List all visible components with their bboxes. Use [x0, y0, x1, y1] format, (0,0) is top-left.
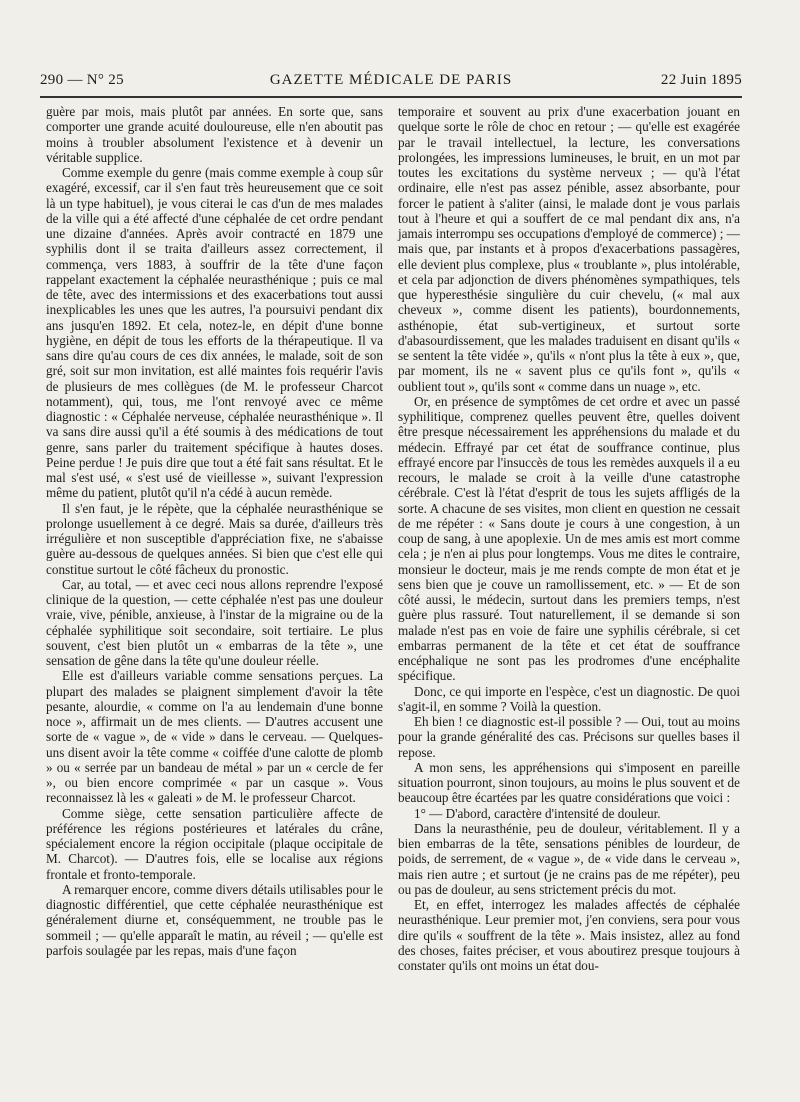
right-column	[398, 104, 740, 973]
left-column	[46, 104, 383, 958]
paragraph: Eh bien ! ce diagnostic est-il possible ? — Oui, tout au moins pour la grande généralité des cas. Précisons sur quelles bases il repose.	[398, 714, 740, 760]
paragraph: Et, en effet, interrogez les malades affectés de céphalée neurasthénique. Leur premier mot, j'en conviens, sera pour vous dire qu'ils « souffrent de la tête ». Mais insistez, allez au fond des choses, faites préciser, et vous aboutirez presque toujours à constater qu'ils ont moins un état dou-	[398, 897, 740, 973]
paragraph: Donc, ce qui importe en l'espèce, c'est un diagnostic. De quoi s'agit-il, en somme ? Voilà la question.	[398, 683, 740, 714]
paragraph: Dans la neurasthénie, peu de douleur, véritablement. Il y a bien embarras de la tête, sensations pénibles de lourdeur, de poids, de serrement, de « vague », de « vide dans le cerveau », mais rien autre ; et surtout (je ne crains pas de me répéter), peu ou pas de douleur, au sens strictement précis du mot.	[398, 820, 740, 897]
paragraph: Il s'en faut, je le répète, que la céphalée neurasthénique se prolonge usuellement à ce degré. Mais sa durée, d'ailleurs très irrégulière et non susceptible d'appréciation fixe, ne s'abaisse guère au-dessous de quelques années. Si bien que c'est elle qui constitue surtout le côté fâcheux du pronostic.	[46, 500, 383, 577]
page-header	[40, 72, 742, 92]
paragraph: 1° — D'abord, caractère d'intensité de douleur.	[414, 805, 661, 821]
paragraph: A mon sens, les appréhensions qui s'imposent en pareille situation pourront, sinon toujours, au moins le plus souvent et de beaucoup être écartées par les quatre considérations que voici :	[398, 759, 740, 806]
paragraph: Comme siège, cette sensation particulière affecte de préférence les régions postérieures et latérales du crâne, spécialement encore la région occipitale (plaque occipitale de M. Charcot). — D'autres fois, elle se localise aux régions frontale et fronto-temporale.	[46, 805, 383, 882]
page-number: 290 — N° 25	[40, 72, 124, 88]
paragraph: Or, en présence de symptômes de cet ordre et avec un passé syphilitique, comprenez quelles peuvent être, quelles doivent être presque nécessairement les appréhensions du malade et du médecin. Effrayé par cet état de souffrance continue, plus effrayé encore par l'insuccès de tous les remèdes auxquels il a eu recours, le malade se croit à la veille d'une catastrophe cérébrale. C'est là l'état d'esprit de tous les sujets affligés de la sorte. A chacune de ses visites, mon client en question ne cessait de me répéter : « Sans doute je cours à une congestion, à un coup de sang, à une apoplexie. Un de mes amis est mort comme cela ; je n'en ai plus pour longtemps. Vous me dites le contraire, monsieur le docteur, mais je me rends compte de mon état et je sens bien que je couve un ramollissement, etc. » — Et de son côté aussi, le médecin, surtout dans les premiers temps, n'est guère plus rassuré. Tout naturellement, il se demande si son malade n'est pas en voie de faire une syphilis cérébrale, si cet embarras permanent de la tête et cet état de souffrance encéphalique ne sont pas les prodromes d'une encéphalite spécifique.	[398, 393, 740, 684]
paragraph: temporaire et souvent au prix d'une exacerbation jouant en quelque sorte le rôle de choc en retour ; — qu'elle est exagérée par le travail intellectuel, la lecture, les conversations prolongées, les impressions lumineuses, le bruit, en un mot par toutes les excitations du système nerveux ; — qu'à l'état ordinaire, elle n'est pas assez pénible, assez absorbante, pour forcer le patient à s'aliter (ainsi, le malade dont je vous parlais tout à l'heure et qui a souffert de ce mal pendant dix ans, n'a jamais interrompu ses occupations d'employé de commerce) ; — mais que, par instants et à propos d'exacerbations passagères, elle devient plus complexe, plus « troublante », plus intolérable, et cela par adjonction de divers phénomènes sympathiques, tels que hyperesthésie singulière du cuir chevelu, (« mal aux cheveux », comme disent les patients), bourdonnements, asthénopie, état sub-vertigineux, et surtout sorte d'abasourdissement, que les malades traduisent en disant qu'ils « se sentent la tête vidée », qu'ils « n'ont plus la tête à eux », que, par moment, ils ne « savent plus ce qu'ils font », qu'ils « oublient tout », qu'ils sont « comme dans un nuage », etc.	[398, 104, 740, 394]
paragraph: Comme exemple du genre (mais comme exemple à coup sûr exagéré, excessif, car il s'en faut très heureusement que ce soit là un type habituel), je vous citerai le cas d'un de mes malades de la ville qui a été affecté d'une céphalée de cet ordre pendant une dizaine d'années. Après avoir contracté en 1879 une syphilis dont il se traita d'ailleurs assez correctement, il commença, vers 1883, à souffrir de la tête d'une façon rappelant exactement la céphalée neurasthénique ; puis ce mal de tête, avec des intermissions et des exacerbations tout aussi inexplicables les unes que les autres, l'a poursuivi pendant dix ans jusqu'en 1892. Et cela, notez-le, en dépit d'une bonne hygiène, en dépit de tous les efforts de la thérapeutique. Il va sans dire qu'au cours de ces dix années, le malade, soit de son gré, soit sur mon invitation, est allé maintes fois requérir l'avis de plusieurs de mes collègues (de M. le professeur Charcot notamment), qui, tous, me l'ont renvoyé avec ce même diagnostic : « Céphalée nerveuse, céphalée neurasthénique ». Il va sans dire aussi qu'il a été soumis à des médications de tout genre, sans parler du traitement spécifique à hautes doses. Peine perdue ! Je puis dire que tout a été fait sans résultat. Et le mal s'est usé, « s'est usé de vieillesse », suivant l'expression même du patient, plutôt qu'il n'a cédé à aucun remède.	[46, 165, 383, 501]
paragraph: Car, au total, — et avec ceci nous allons reprendre l'exposé clinique de la question, — cette céphalée n'est pas une douleur vraie, vive, pénible, anxieuse, à l'instar de la migraine ou de la céphalée syphilitique soit secondaire, soit tertiaire. Le plus souvent, c'est bien plutôt un « embarras de la tête », une sensation de gêne dans la tête qu'une douleur réelle.	[46, 576, 383, 668]
paragraph: Elle est d'ailleurs variable comme sensations perçues. La plupart des malades se plaignent simplement d'avoir la tête pesante, alourdie, « comme on l'a au lendemain d'une bonne noce », affirmait un de mes clients. — D'autres accusent une sorte de « vague », de « vide » dans le cerveau. — Quelques-uns disent avoir la tête comme « coiffée d'une calotte de plomb » ou « serrée par un bandeau de métal » par un « cercle de fer », ou bien encore comprimée « par un casque ». Vous reconnaissez là les « galeati » de M. le professeur Charcot.	[46, 668, 383, 806]
paragraph: A remarquer encore, comme divers détails utilisables pour le diagnostic différentiel, que cette céphalée neurasthénique est généralement diurne et, conséquemment, ne trouble pas le sommeil ; — qu'elle apparaît le matin, au réveil ; — qu'elle est parfois soulagée par les repas, mais d'une façon	[46, 881, 383, 958]
paragraph: guère par mois, mais plutôt par années. En sorte que, sans comporter une grande acuité douloureuse, elle n'en aboutit pas moins à troubler absolument l'existence et à devenir un véritable supplice.	[46, 104, 383, 165]
issue-date: 22 Juin 1895	[660, 72, 742, 88]
header-rule	[40, 96, 742, 98]
journal-title: GAZETTE MÉDICALE DE PARIS	[269, 72, 513, 88]
